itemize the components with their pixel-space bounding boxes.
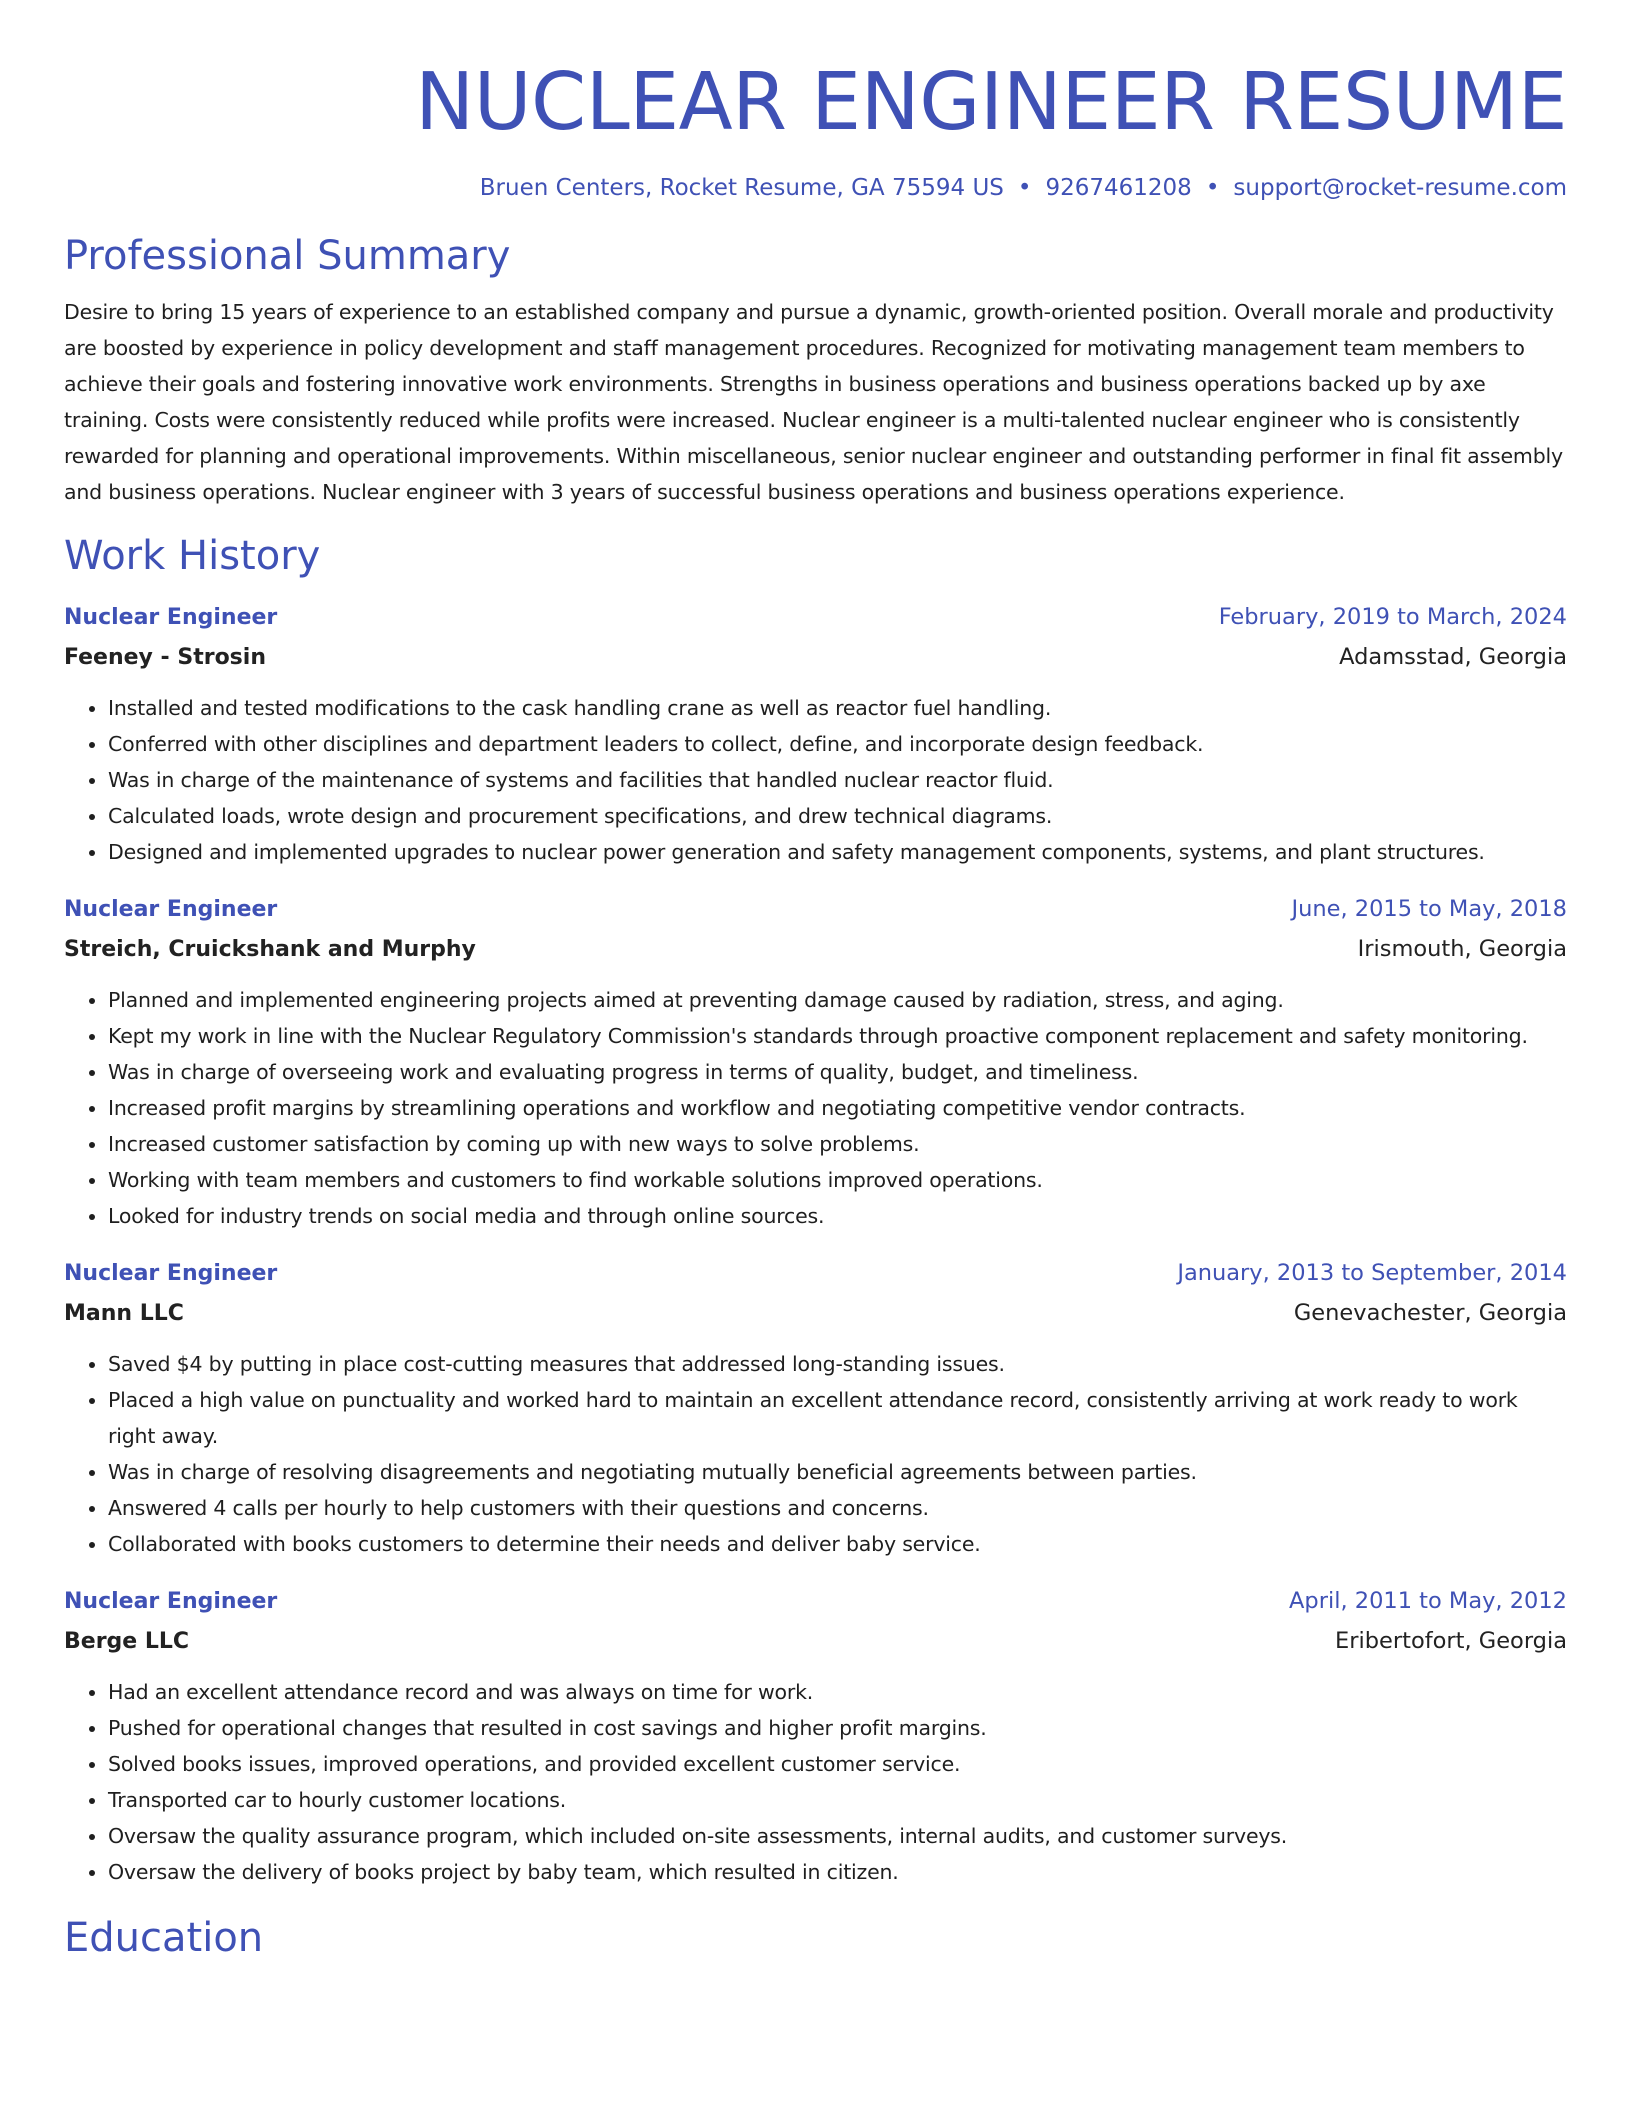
summary-text: Desire to bring 15 years of experience to an established company and pursue a dynamic, growth-oriented position. Overall morale and productivity are boosted by experience in policy development and staff management procedures. Recognized for motivating management team members to achieve their goals and fostering innovative work environments. Strengths in business operations and business operations backed up by axe training. Costs were consistently reduced while profits were increased. Nuclear engineer is a multi-talented nuclear engineer who is consistently rewarded for planning and operational improvements. Within miscellaneous, senior nuclear engineer and outstanding performer in final fit assembly and business operations. Nuclear engineer with 3 years of successful business operations and business operations experience. <box>64 300 1563 504</box>
job-company: Streich, Cruickshank and Murphy <box>64 937 476 962</box>
contact-separator: • <box>1205 175 1220 201</box>
job-bullet: • Oversaw the delivery of books project by baby team, which resulted in citizen. <box>108 1854 1567 1890</box>
contact-line <box>64 172 1567 204</box>
job-bullet: • Was in charge of the maintenance of systems and facilities that handled nuclear reactor fluid. <box>108 762 1567 798</box>
job-bullet: • Solved books issues, improved operations, and provided excellent customer service. <box>108 1746 1567 1782</box>
job-bullet: • Collaborated with books customers to determine their needs and deliver baby service. <box>108 1526 1567 1562</box>
job-bullet: • Was in charge of overseeing work and evaluating progress in terms of quality, budget, and timeliness. <box>108 1054 1567 1090</box>
job-bullet: • Increased profit margins by streamlining operations and workflow and negotiating competitive vendor contracts. <box>108 1090 1567 1126</box>
job-title: Nuclear Engineer <box>64 1589 278 1614</box>
summary-heading: Professional Summary <box>64 233 511 279</box>
job-company: Berge LLC <box>64 1629 190 1654</box>
job-bullet: • Answered 4 calls per hourly to help customers with their questions and concerns. <box>108 1490 1567 1526</box>
job-bullets <box>64 982 1567 1234</box>
job-bullet: • Planned and implemented engineering projects aimed at preventing damage caused by radiation, stress, and aging. <box>108 982 1567 1018</box>
job-company: Feeney - Strosin <box>64 645 266 670</box>
job-location: Irismouth, Georgia <box>1357 936 1567 962</box>
job-bullets <box>64 690 1567 870</box>
job-entry <box>64 1254 1567 1562</box>
job-entry <box>64 598 1567 870</box>
job-bullet: • Pushed for operational changes that resulted in cost savings and higher profit margins. <box>108 1710 1567 1746</box>
job-location: Eribertofort, Georgia <box>1335 1628 1567 1654</box>
job-entry <box>64 890 1567 1234</box>
job-bullet: • Installed and tested modifications to the cask handling crane as well as reactor fuel handling. <box>108 690 1567 726</box>
job-dates: February, 2019 to March, 2024 <box>1218 604 1567 630</box>
job-dates: June, 2015 to May, 2018 <box>1291 896 1567 922</box>
job-dates: April, 2011 to May, 2012 <box>1289 1588 1567 1614</box>
job-bullet: • Conferred with other disciplines and department leaders to collect, define, and incorporate design feedback. <box>108 726 1567 762</box>
job-bullets <box>64 1346 1567 1562</box>
job-entry <box>64 1582 1567 1890</box>
job-bullet: • Had an excellent attendance record and was always on time for work. <box>108 1674 1567 1710</box>
job-location: Genevachester, Georgia <box>1293 1300 1567 1326</box>
job-bullets <box>64 1674 1567 1890</box>
job-title: Nuclear Engineer <box>64 1261 278 1286</box>
contact-phone: 9267461208 <box>1045 175 1192 201</box>
job-company: Mann LLC <box>64 1301 184 1326</box>
job-bullet: • Transported car to hourly customer locations. <box>108 1782 1567 1818</box>
job-bullet: • Saved $4 by putting in place cost-cutting measures that addressed long-standing issues. <box>108 1346 1567 1382</box>
contact-address: Bruen Centers, Rocket Resume, GA 75594 US <box>479 175 1004 201</box>
job-bullet: • Kept my work in line with the Nuclear Regulatory Commission's standards through proactive component replacement and safety monitoring. <box>108 1018 1567 1054</box>
contact-separator: • <box>1017 175 1032 201</box>
contact-email: support@rocket-resume.com <box>1233 175 1567 201</box>
job-location: Adamsstad, Georgia <box>1339 644 1567 670</box>
job-title-row <box>64 890 1567 929</box>
job-bullet: • Looked for industry trends on social media and through online sources. <box>108 1198 1567 1234</box>
job-title-row <box>64 1582 1567 1621</box>
job-bullet: • Was in charge of resolving disagreements and negotiating mutually beneficial agreements between parties. <box>108 1454 1567 1490</box>
job-company-row <box>64 1293 1567 1334</box>
job-title-row <box>64 598 1567 637</box>
job-bullet: • Calculated loads, wrote design and procurement specifications, and drew technical diagrams. <box>108 798 1567 834</box>
job-title: Nuclear Engineer <box>64 605 278 630</box>
job-bullet: • Oversaw the quality assurance program, which included on-site assessments, internal audits, and customer surveys. <box>108 1818 1567 1854</box>
job-bullet: • Increased customer satisfaction by coming up with new ways to solve problems. <box>108 1126 1567 1162</box>
job-dates: January, 2013 to September, 2014 <box>1177 1260 1567 1286</box>
job-company-row <box>64 1621 1567 1662</box>
job-title: Nuclear Engineer <box>64 897 278 922</box>
job-bullet: • Working with team members and customers to find workable solutions improved operations. <box>108 1162 1567 1198</box>
job-bullet: • Placed a high value on punctuality and worked hard to maintain an excellent attendance record, consistently arriving at work ready to work right away. <box>108 1382 1567 1454</box>
job-company-row <box>64 637 1567 678</box>
education-heading: Education <box>64 1915 264 1961</box>
job-bullet: • Designed and implemented upgrades to nuclear power generation and safety management components, systems, and plant structures. <box>108 834 1567 870</box>
resume-title: NUCLEAR ENGINEER RESUME <box>415 56 1567 148</box>
work-history-heading: Work History <box>64 533 321 579</box>
job-company-row <box>64 929 1567 970</box>
resume-page <box>64 0 1567 1964</box>
job-title-row <box>64 1254 1567 1293</box>
